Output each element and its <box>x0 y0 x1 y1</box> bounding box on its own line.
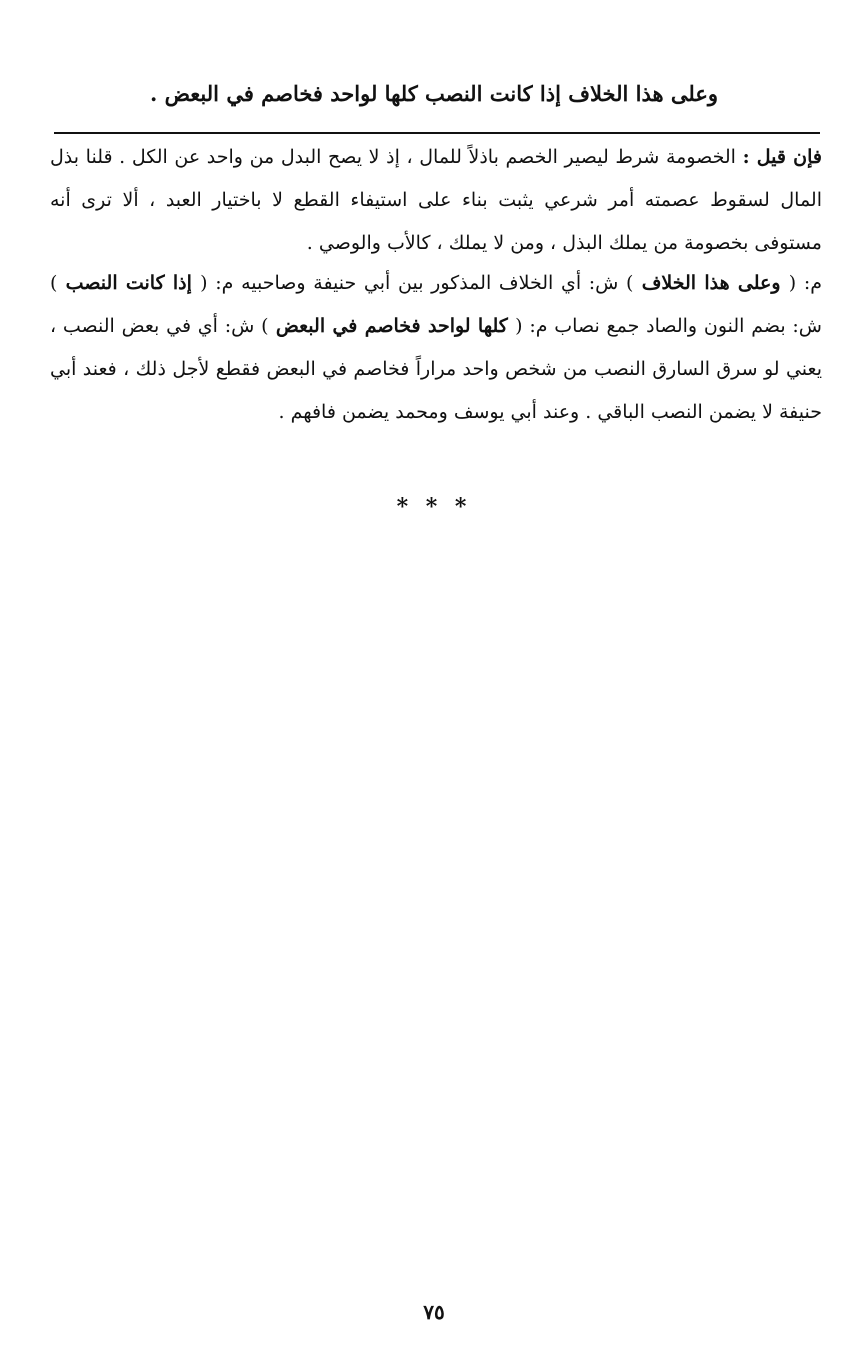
commentary-text-3: ) ش: أي في بعض النصب ، يعني لو سرق السارق النصب من شخص واحد مراراً فخاصم في البعض فقطع لأجل ذلك ، فعند أبي حنيفة لا يضمن النصب الباقي . وعند أبي يوسف ومحمد يضمن فافهم . <box>50 315 822 423</box>
objection-text: الخصومة شرط ليصير الخصم باذلاً للمال ، إذ لا يصح البدل من واحد عن الكل . قلنا بذل المال لسقوط عصمته أمر شرعي يثبت بناء على استيفاء القطع لا باختيار العبد ، ألا ترى أنه مستوفى بخصومة من يملك البذل ، ومن لا يملك ، كالأب والوصي . <box>50 146 822 254</box>
matn-quote-1: وعلى هذا الخلاف <box>633 272 789 294</box>
section-separator: * * * <box>396 494 472 520</box>
paragraph-objection <box>50 136 822 265</box>
commentary-marker-1: م: ( <box>788 272 823 294</box>
matn-quote-3: كلها لواحد فخاصم في البعض <box>268 315 516 337</box>
objection-lead: فإن قيل : <box>742 146 822 168</box>
commentary-text-2: ) ش: بضم النون والصاد جمع نصاب م: ( <box>50 272 822 337</box>
matn-heading: وعلى هذا الخلاف إذا كانت النصب كلها لواحد فخاصم في البعض . <box>149 81 718 106</box>
matn-quote-2: إذا كانت النصب <box>57 272 201 294</box>
commentary-text-1: ) ش: أي الخلاف المذكور بين أبي حنيفة وصاحبيه م: ( <box>200 272 634 294</box>
page-number: ٧٥ <box>423 1300 445 1324</box>
divider-line <box>54 132 820 134</box>
paragraph-commentary <box>50 262 822 434</box>
